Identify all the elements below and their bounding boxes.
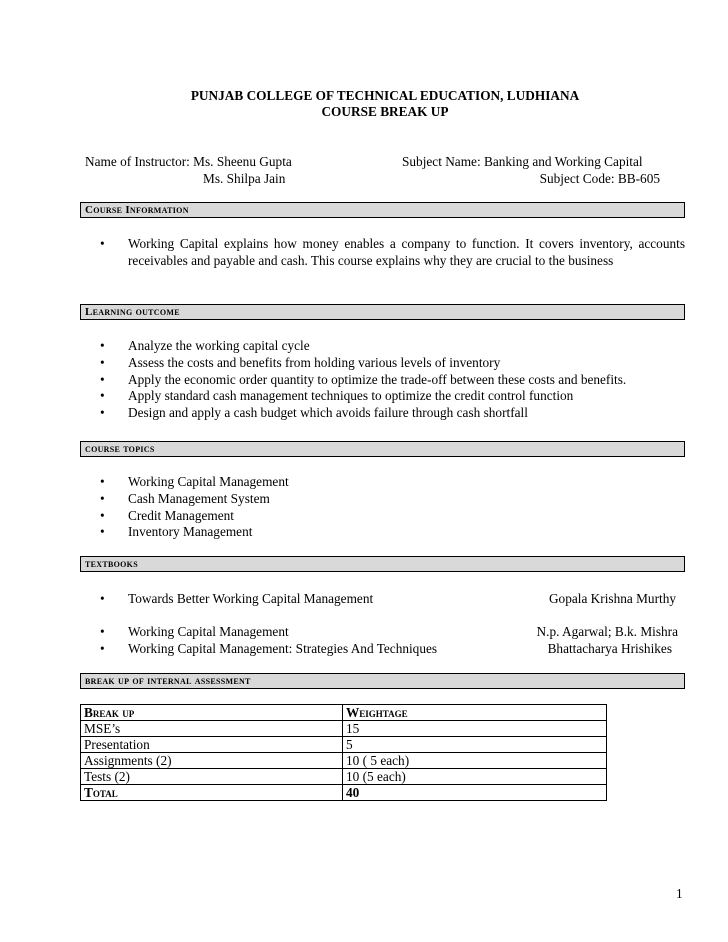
table-row <box>81 769 607 785</box>
textbooks-list-2 <box>100 624 500 658</box>
textbooks-list <box>100 591 500 608</box>
list-item: • Working Capital Management <box>100 474 685 491</box>
list-item: • Analyze the working capital cycle <box>100 338 685 355</box>
textbook-author: N.p. Agarwal; B.k. Mishra <box>536 624 678 639</box>
textbook-title: • Working Capital Management: Strategies And Techniques <box>100 641 500 658</box>
cell-weight: 10 ( 5 each) <box>343 753 607 769</box>
learning-outcome-list <box>100 338 685 422</box>
list-item: • Assess the costs and benefits from holding various levels of inventory <box>100 355 685 372</box>
section-assessment: break up of internal assessment <box>80 673 685 689</box>
cell-item: Assignments (2) <box>81 753 343 769</box>
section-course-topics: course topics <box>80 441 685 457</box>
list-item: • Working Capital explains how money enables a company to function. It covers inventory, accounts receivables and payable and cash. This course explains why they are crucial to the business <box>100 236 685 270</box>
cell-item: Tests (2) <box>81 769 343 785</box>
page-number: 1 <box>676 886 683 901</box>
textbook-title: • Towards Better Working Capital Management <box>100 591 500 608</box>
list-item: • Inventory Management <box>100 524 685 541</box>
header-weightage: Weightage <box>343 705 607 721</box>
instructor-name-second: Ms. Shilpa Jain <box>203 171 286 186</box>
cell-weight: 15 <box>343 721 607 737</box>
instructor-name: Name of Instructor: Ms. Sheenu Gupta <box>85 154 292 169</box>
section-textbooks: textbooks <box>80 556 685 572</box>
subject-name: Subject Name: Banking and Working Capital <box>402 154 643 169</box>
cell-item: MSE’s <box>81 721 343 737</box>
list-item: • Apply standard cash management techniques to optimize the credit control function <box>100 388 685 405</box>
course-topics-list <box>100 474 685 541</box>
cell-weight: 5 <box>343 737 607 753</box>
list-item: • Credit Management <box>100 508 685 525</box>
cell-weight: 10 (5 each) <box>343 769 607 785</box>
total-value: 40 <box>343 785 607 801</box>
list-item: • Cash Management System <box>100 491 685 508</box>
course-info-list <box>100 236 685 270</box>
section-course-information: Course Information <box>80 202 685 218</box>
table-row <box>81 737 607 753</box>
section-learning-outcome: Learning outcome <box>80 304 685 320</box>
list-item: • Apply the economic order quantity to optimize the trade-off between these costs and benefits. <box>100 372 685 389</box>
course-breakup-title: COURSE BREAK UP <box>321 104 449 119</box>
list-item: • Design and apply a cash budget which avoids failure through cash shortfall <box>100 405 685 422</box>
table-header-row <box>81 705 607 721</box>
subject-code: Subject Code: BB-605 <box>539 171 660 186</box>
table-row <box>81 721 607 737</box>
assessment-table <box>80 704 607 801</box>
table-total-row <box>81 785 607 801</box>
table-row <box>81 753 607 769</box>
textbook-title: • Working Capital Management <box>100 624 500 641</box>
textbook-author: Gopala Krishna Murthy <box>548 591 676 606</box>
cell-item: Presentation <box>81 737 343 753</box>
total-label: Total <box>81 785 343 801</box>
header-break-up: Break up <box>81 705 343 721</box>
college-title: PUNJAB COLLEGE OF TECHNICAL EDUCATION, LUDHIANA <box>190 88 580 103</box>
textbook-author: Bhattacharya Hrishikes <box>547 641 672 656</box>
